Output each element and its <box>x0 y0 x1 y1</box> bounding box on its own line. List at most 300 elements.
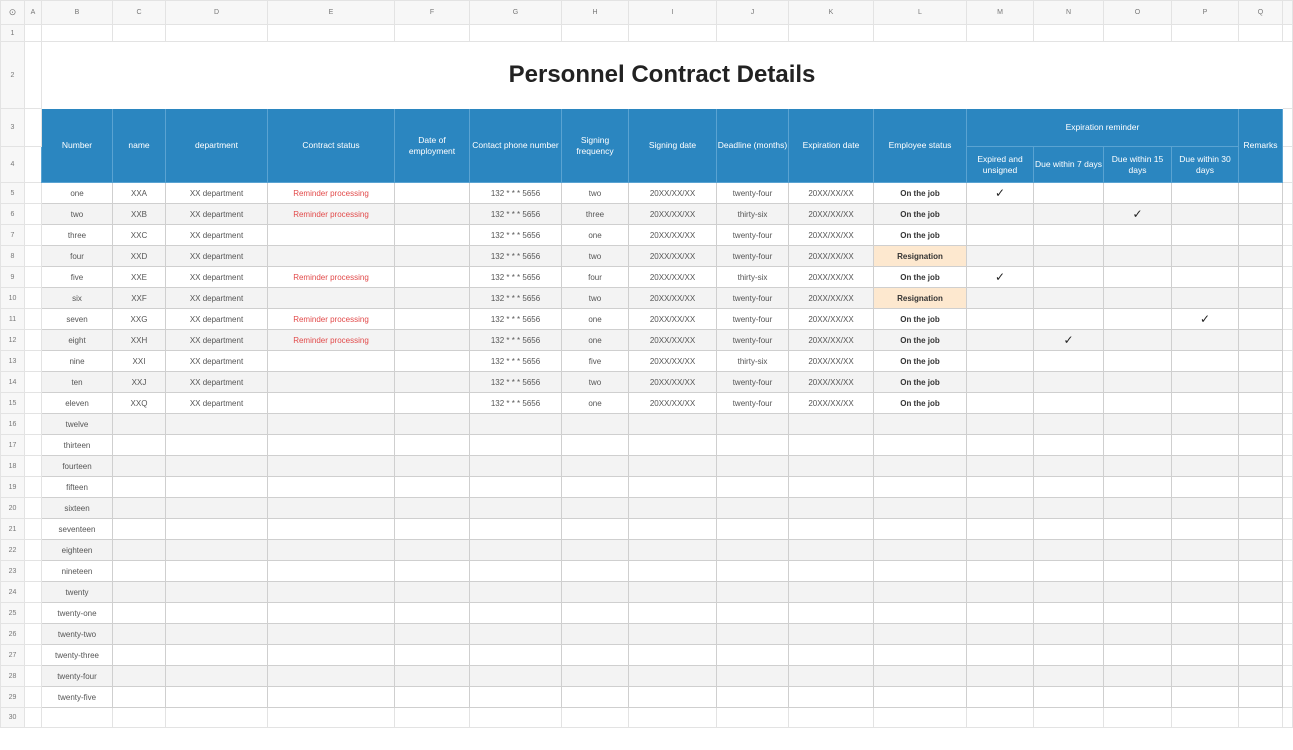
cell[interactable] <box>562 519 629 540</box>
cell-signing-frequency[interactable]: one <box>562 330 629 351</box>
cell-expired-unsigned[interactable] <box>967 309 1034 330</box>
cell[interactable] <box>166 603 268 624</box>
cell-contact-phone[interactable]: 132 * * * 5656 <box>470 267 562 288</box>
cell-signing-frequency[interactable]: two <box>562 372 629 393</box>
cell-date-of-employment[interactable] <box>395 309 470 330</box>
cell[interactable] <box>470 519 562 540</box>
cell[interactable] <box>874 708 967 728</box>
row-number[interactable]: 28 <box>1 666 25 687</box>
column-header-h[interactable]: H <box>562 1 629 25</box>
cell[interactable] <box>967 519 1034 540</box>
cell-signing-frequency[interactable]: two <box>562 288 629 309</box>
cell[interactable] <box>1283 540 1293 561</box>
cell[interactable] <box>1172 540 1239 561</box>
column-header-q[interactable]: Q <box>1239 1 1283 25</box>
cell-due-15-days[interactable] <box>1104 288 1172 309</box>
cell-date-of-employment[interactable] <box>395 330 470 351</box>
header-department[interactable]: department <box>166 109 268 183</box>
cell[interactable] <box>166 456 268 477</box>
row-number[interactable]: 16 <box>1 414 25 435</box>
cell[interactable] <box>470 708 562 728</box>
cell[interactable] <box>25 246 42 267</box>
cell[interactable] <box>717 25 789 42</box>
cell-signing-frequency[interactable]: two <box>562 246 629 267</box>
cell[interactable] <box>268 414 395 435</box>
cell[interactable] <box>789 687 874 708</box>
cell[interactable] <box>470 666 562 687</box>
cell-due-30-days[interactable] <box>1172 372 1239 393</box>
column-header-k[interactable]: K <box>789 1 874 25</box>
cell[interactable] <box>1239 561 1283 582</box>
cell[interactable] <box>967 456 1034 477</box>
cell[interactable] <box>25 351 42 372</box>
cell-due-7-days[interactable] <box>1034 183 1104 204</box>
cell[interactable] <box>1283 25 1293 42</box>
cell[interactable] <box>268 582 395 603</box>
cell[interactable] <box>113 687 166 708</box>
cell-department[interactable]: XX department <box>166 351 268 372</box>
cell-employee-status[interactable]: On the job <box>874 204 967 225</box>
cell-due-30-days[interactable]: ✓ <box>1172 309 1239 330</box>
row-number[interactable]: 18 <box>1 456 25 477</box>
cell[interactable] <box>1172 582 1239 603</box>
cell-due-7-days[interactable] <box>1034 372 1104 393</box>
cell[interactable] <box>1283 624 1293 645</box>
cell[interactable] <box>1283 330 1293 351</box>
cell-name[interactable]: XXF <box>113 288 166 309</box>
header-signing-date[interactable]: Signing date <box>629 109 717 183</box>
cell[interactable] <box>629 561 717 582</box>
cell[interactable] <box>562 708 629 728</box>
cell-due-7-days[interactable] <box>1034 246 1104 267</box>
cell[interactable] <box>166 540 268 561</box>
cell[interactable] <box>1172 561 1239 582</box>
cell[interactable] <box>562 561 629 582</box>
cell[interactable] <box>789 561 874 582</box>
cell[interactable] <box>629 477 717 498</box>
cell[interactable] <box>1172 414 1239 435</box>
cell[interactable] <box>1283 582 1293 603</box>
cell[interactable] <box>1239 624 1283 645</box>
cell[interactable] <box>268 25 395 42</box>
cell[interactable] <box>470 540 562 561</box>
cell[interactable] <box>1034 540 1104 561</box>
header-remarks[interactable]: Remarks <box>1239 109 1283 183</box>
cell[interactable] <box>1034 435 1104 456</box>
cell[interactable] <box>1034 603 1104 624</box>
cell[interactable] <box>1283 183 1293 204</box>
cell[interactable] <box>629 603 717 624</box>
cell[interactable] <box>25 435 42 456</box>
cell-number[interactable]: sixteen <box>42 498 113 519</box>
cell[interactable] <box>166 582 268 603</box>
cell-expiration-date[interactable]: 20XX/XX/XX <box>789 372 874 393</box>
cell-due-15-days[interactable] <box>1104 246 1172 267</box>
cell-signing-frequency[interactable]: five <box>562 351 629 372</box>
row-number[interactable]: 23 <box>1 561 25 582</box>
cell-signing-date[interactable]: 20XX/XX/XX <box>629 309 717 330</box>
cell[interactable] <box>1104 582 1172 603</box>
cell[interactable] <box>874 414 967 435</box>
cell-signing-frequency[interactable]: one <box>562 225 629 246</box>
cell-employee-status[interactable]: On the job <box>874 183 967 204</box>
cell-signing-date[interactable]: 20XX/XX/XX <box>629 330 717 351</box>
cell[interactable] <box>629 498 717 519</box>
cell[interactable] <box>25 288 42 309</box>
cell-department[interactable]: XX department <box>166 183 268 204</box>
cell-department[interactable]: XX department <box>166 288 268 309</box>
cell-contact-phone[interactable]: 132 * * * 5656 <box>470 372 562 393</box>
cell[interactable] <box>1034 414 1104 435</box>
cell[interactable] <box>629 687 717 708</box>
cell-date-of-employment[interactable] <box>395 393 470 414</box>
cell[interactable] <box>874 666 967 687</box>
cell[interactable] <box>1283 435 1293 456</box>
cell-contact-phone[interactable]: 132 * * * 5656 <box>470 330 562 351</box>
cell-expired-unsigned[interactable]: ✓ <box>967 183 1034 204</box>
cell-due-15-days[interactable] <box>1104 393 1172 414</box>
cell[interactable] <box>1283 498 1293 519</box>
cell[interactable] <box>874 561 967 582</box>
cell[interactable] <box>1283 708 1293 728</box>
cell[interactable] <box>470 477 562 498</box>
cell[interactable] <box>789 645 874 666</box>
cell-name[interactable]: XXQ <box>113 393 166 414</box>
cell[interactable] <box>268 456 395 477</box>
select-all-corner[interactable] <box>1 1 25 25</box>
cell[interactable] <box>562 435 629 456</box>
cell-remarks[interactable] <box>1239 204 1283 225</box>
cell-date-of-employment[interactable] <box>395 372 470 393</box>
cell[interactable] <box>113 624 166 645</box>
cell-due-15-days[interactable] <box>1104 183 1172 204</box>
cell[interactable] <box>629 708 717 728</box>
cell[interactable] <box>717 477 789 498</box>
cell[interactable] <box>874 498 967 519</box>
cell[interactable] <box>1239 498 1283 519</box>
cell[interactable] <box>1283 393 1293 414</box>
cell[interactable] <box>789 666 874 687</box>
cell[interactable] <box>113 519 166 540</box>
cell[interactable] <box>1104 561 1172 582</box>
cell-name[interactable]: XXH <box>113 330 166 351</box>
cell-remarks[interactable] <box>1239 351 1283 372</box>
cell[interactable] <box>25 42 42 109</box>
cell-contract-status[interactable] <box>268 351 395 372</box>
cell[interactable] <box>113 603 166 624</box>
cell[interactable] <box>1239 582 1283 603</box>
cell[interactable] <box>717 645 789 666</box>
cell[interactable] <box>470 456 562 477</box>
cell-remarks[interactable] <box>1239 330 1283 351</box>
cell[interactable] <box>1239 687 1283 708</box>
cell[interactable] <box>967 687 1034 708</box>
cell[interactable] <box>789 582 874 603</box>
cell[interactable] <box>967 25 1034 42</box>
cell[interactable] <box>1104 540 1172 561</box>
cell[interactable] <box>562 25 629 42</box>
cell[interactable] <box>470 582 562 603</box>
cell[interactable] <box>1104 456 1172 477</box>
cell-due-15-days[interactable]: ✓ <box>1104 204 1172 225</box>
cell-expired-unsigned[interactable] <box>967 225 1034 246</box>
cell[interactable] <box>1283 561 1293 582</box>
column-header-n[interactable]: N <box>1034 1 1104 25</box>
cell[interactable] <box>1239 708 1283 728</box>
cell-due-30-days[interactable] <box>1172 246 1239 267</box>
row-number[interactable]: 19 <box>1 477 25 498</box>
cell[interactable] <box>717 456 789 477</box>
cell-signing-date[interactable]: 20XX/XX/XX <box>629 393 717 414</box>
cell[interactable] <box>1283 477 1293 498</box>
cell[interactable] <box>789 624 874 645</box>
cell-deadline[interactable]: twenty-four <box>717 372 789 393</box>
cell[interactable] <box>25 225 42 246</box>
cell-due-30-days[interactable] <box>1172 330 1239 351</box>
cell[interactable] <box>1283 147 1293 183</box>
header-signing-frequency[interactable]: Signing frequency <box>562 109 629 183</box>
cell[interactable] <box>395 624 470 645</box>
cell-contact-phone[interactable]: 132 * * * 5656 <box>470 246 562 267</box>
cell[interactable] <box>25 582 42 603</box>
cell[interactable] <box>25 147 42 183</box>
cell-contract-status[interactable] <box>268 246 395 267</box>
cell[interactable] <box>1172 477 1239 498</box>
cell[interactable] <box>1034 25 1104 42</box>
cell-number[interactable]: five <box>42 267 113 288</box>
cell-deadline[interactable]: twenty-four <box>717 225 789 246</box>
cell[interactable] <box>1034 519 1104 540</box>
cell-expiration-date[interactable]: 20XX/XX/XX <box>789 267 874 288</box>
cell[interactable] <box>629 414 717 435</box>
cell[interactable] <box>629 666 717 687</box>
cell-expiration-date[interactable]: 20XX/XX/XX <box>789 246 874 267</box>
cell[interactable] <box>1239 456 1283 477</box>
cell-signing-date[interactable]: 20XX/XX/XX <box>629 351 717 372</box>
cell[interactable] <box>717 624 789 645</box>
cell-number[interactable]: fifteen <box>42 477 113 498</box>
cell-expiration-date[interactable]: 20XX/XX/XX <box>789 183 874 204</box>
cell-remarks[interactable] <box>1239 267 1283 288</box>
cell-number[interactable]: twenty-two <box>42 624 113 645</box>
cell-due-7-days[interactable] <box>1034 267 1104 288</box>
cell[interactable] <box>1172 708 1239 728</box>
cell-due-7-days[interactable] <box>1034 393 1104 414</box>
cell[interactable] <box>113 582 166 603</box>
cell-number[interactable]: nineteen <box>42 561 113 582</box>
cell-date-of-employment[interactable] <box>395 225 470 246</box>
row-number[interactable]: 30 <box>1 708 25 728</box>
row-number[interactable]: 8 <box>1 246 25 267</box>
cell[interactable] <box>166 666 268 687</box>
cell-remarks[interactable] <box>1239 183 1283 204</box>
cell-name[interactable]: XXC <box>113 225 166 246</box>
cell[interactable] <box>268 519 395 540</box>
cell[interactable] <box>25 414 42 435</box>
cell-employee-status[interactable]: On the job <box>874 225 967 246</box>
cell[interactable] <box>1239 477 1283 498</box>
cell-remarks[interactable] <box>1239 393 1283 414</box>
header-contract-status[interactable]: Contract status <box>268 109 395 183</box>
cell-deadline[interactable]: twenty-four <box>717 393 789 414</box>
cell[interactable] <box>1034 687 1104 708</box>
cell-expiration-date[interactable]: 20XX/XX/XX <box>789 309 874 330</box>
cell[interactable] <box>268 603 395 624</box>
cell[interactable] <box>166 414 268 435</box>
cell[interactable] <box>470 624 562 645</box>
column-header-m[interactable]: M <box>967 1 1034 25</box>
cell[interactable] <box>1172 687 1239 708</box>
cell[interactable] <box>562 477 629 498</box>
column-header-b[interactable]: B <box>42 1 113 25</box>
cell-employee-status[interactable]: On the job <box>874 267 967 288</box>
cell[interactable] <box>629 624 717 645</box>
cell[interactable] <box>1283 246 1293 267</box>
cell[interactable] <box>967 645 1034 666</box>
header-expiration-date[interactable]: Expiration date <box>789 109 874 183</box>
row-number[interactable]: 27 <box>1 645 25 666</box>
cell[interactable] <box>1172 498 1239 519</box>
row-number[interactable]: 22 <box>1 540 25 561</box>
cell[interactable] <box>967 708 1034 728</box>
cell-expired-unsigned[interactable] <box>967 351 1034 372</box>
cell[interactable] <box>470 414 562 435</box>
cell-date-of-employment[interactable] <box>395 183 470 204</box>
cell-deadline[interactable]: twenty-four <box>717 246 789 267</box>
cell-due-15-days[interactable] <box>1104 267 1172 288</box>
cell[interactable] <box>1034 666 1104 687</box>
cell[interactable] <box>395 582 470 603</box>
cell-date-of-employment[interactable] <box>395 267 470 288</box>
cell[interactable] <box>1104 25 1172 42</box>
cell[interactable] <box>25 109 42 147</box>
cell[interactable] <box>166 435 268 456</box>
cell[interactable] <box>789 498 874 519</box>
cell[interactable] <box>629 645 717 666</box>
cell-number[interactable]: twenty-four <box>42 666 113 687</box>
cell[interactable] <box>967 624 1034 645</box>
cell-remarks[interactable] <box>1239 225 1283 246</box>
cell[interactable] <box>166 498 268 519</box>
cell-contract-status[interactable] <box>268 372 395 393</box>
cell-expiration-date[interactable]: 20XX/XX/XX <box>789 393 874 414</box>
cell[interactable] <box>789 540 874 561</box>
cell-due-15-days[interactable] <box>1104 330 1172 351</box>
cell-number[interactable]: four <box>42 246 113 267</box>
row-number[interactable]: 24 <box>1 582 25 603</box>
cell[interactable] <box>789 414 874 435</box>
cell[interactable] <box>967 582 1034 603</box>
cell[interactable] <box>113 645 166 666</box>
cell[interactable] <box>789 603 874 624</box>
cell[interactable] <box>25 25 42 42</box>
cell-department[interactable]: XX department <box>166 330 268 351</box>
cell-department[interactable]: XX department <box>166 204 268 225</box>
cell[interactable] <box>395 414 470 435</box>
cell-contact-phone[interactable]: 132 * * * 5656 <box>470 183 562 204</box>
cell[interactable] <box>268 645 395 666</box>
cell[interactable] <box>25 645 42 666</box>
cell[interactable] <box>717 435 789 456</box>
cell[interactable] <box>395 540 470 561</box>
row-number[interactable]: 13 <box>1 351 25 372</box>
row-number[interactable]: 4 <box>1 147 25 183</box>
cell-signing-date[interactable]: 20XX/XX/XX <box>629 246 717 267</box>
cell-expiration-date[interactable]: 20XX/XX/XX <box>789 204 874 225</box>
cell-employee-status[interactable]: On the job <box>874 309 967 330</box>
cell[interactable] <box>25 183 42 204</box>
cell[interactable] <box>42 708 113 728</box>
cell[interactable] <box>717 498 789 519</box>
cell[interactable] <box>470 561 562 582</box>
cell-contact-phone[interactable]: 132 * * * 5656 <box>470 393 562 414</box>
cell[interactable] <box>717 414 789 435</box>
cell-due-30-days[interactable] <box>1172 351 1239 372</box>
cell-due-15-days[interactable] <box>1104 351 1172 372</box>
row-number[interactable]: 14 <box>1 372 25 393</box>
cell[interactable] <box>25 204 42 225</box>
cell[interactable] <box>113 25 166 42</box>
cell-department[interactable]: XX department <box>166 372 268 393</box>
cell-number[interactable]: ten <box>42 372 113 393</box>
cell-due-15-days[interactable] <box>1104 225 1172 246</box>
cell[interactable] <box>1104 414 1172 435</box>
cell[interactable] <box>562 666 629 687</box>
cell-contract-status[interactable]: Reminder processing <box>268 204 395 225</box>
cell[interactable] <box>113 666 166 687</box>
cell[interactable] <box>562 582 629 603</box>
cell-date-of-employment[interactable] <box>395 351 470 372</box>
cell[interactable] <box>562 645 629 666</box>
cell-signing-date[interactable]: 20XX/XX/XX <box>629 225 717 246</box>
cell[interactable] <box>166 645 268 666</box>
cell[interactable] <box>166 25 268 42</box>
cell-expiration-date[interactable]: 20XX/XX/XX <box>789 330 874 351</box>
cell[interactable] <box>395 456 470 477</box>
column-header-d[interactable]: D <box>166 1 268 25</box>
cell[interactable] <box>1283 603 1293 624</box>
cell[interactable] <box>470 603 562 624</box>
cell-due-7-days[interactable] <box>1034 225 1104 246</box>
cell[interactable] <box>1283 414 1293 435</box>
cell[interactable] <box>967 498 1034 519</box>
cell[interactable] <box>1283 351 1293 372</box>
column-header-e[interactable]: E <box>268 1 395 25</box>
cell[interactable] <box>1104 666 1172 687</box>
cell[interactable] <box>1239 603 1283 624</box>
cell-employee-status[interactable]: On the job <box>874 393 967 414</box>
cell-due-7-days[interactable] <box>1034 309 1104 330</box>
cell-expired-unsigned[interactable] <box>967 372 1034 393</box>
cell[interactable] <box>25 540 42 561</box>
cell[interactable] <box>25 309 42 330</box>
cell[interactable] <box>1172 25 1239 42</box>
cell-employee-status[interactable]: On the job <box>874 330 967 351</box>
cell-number[interactable]: three <box>42 225 113 246</box>
row-number[interactable]: 17 <box>1 435 25 456</box>
cell[interactable] <box>395 477 470 498</box>
cell-number[interactable]: twenty-three <box>42 645 113 666</box>
header-due-15-days[interactable]: Due within 15 days <box>1104 147 1172 183</box>
cell[interactable] <box>562 414 629 435</box>
cell-due-7-days[interactable]: ✓ <box>1034 330 1104 351</box>
cell[interactable] <box>268 498 395 519</box>
cell-department[interactable]: XX department <box>166 246 268 267</box>
cell[interactable] <box>25 330 42 351</box>
header-name[interactable]: name <box>113 109 166 183</box>
cell[interactable] <box>1034 624 1104 645</box>
row-number[interactable]: 6 <box>1 204 25 225</box>
